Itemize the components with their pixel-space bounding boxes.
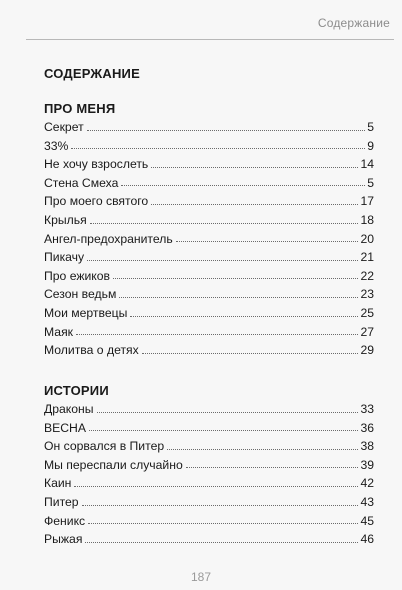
toc-entry-page: 33 bbox=[360, 402, 374, 416]
toc-entry-page: 36 bbox=[360, 420, 374, 435]
toc-entry[interactable] bbox=[44, 493, 374, 512]
toc-entry[interactable] bbox=[44, 137, 374, 156]
dot-leader bbox=[88, 522, 358, 524]
toc-entry-title: Стена Смеха bbox=[44, 175, 119, 190]
toc-entry[interactable] bbox=[44, 323, 374, 342]
toc-entry[interactable] bbox=[44, 248, 374, 267]
dot-leader bbox=[121, 184, 365, 186]
toc-entry-page: 5 bbox=[367, 120, 374, 134]
dot-leader bbox=[97, 411, 359, 413]
toc-entry-title: Драконы bbox=[44, 402, 94, 416]
toc-entry-page: 14 bbox=[360, 157, 374, 172]
dot-leader bbox=[151, 166, 358, 168]
dot-leader bbox=[87, 259, 358, 261]
dot-leader bbox=[71, 147, 365, 149]
dot-leader bbox=[76, 333, 358, 335]
dot-leader bbox=[151, 203, 358, 205]
toc-entry-page: 39 bbox=[360, 457, 374, 472]
dot-leader bbox=[82, 504, 359, 506]
section-1-entries bbox=[44, 118, 374, 360]
toc-entry[interactable] bbox=[44, 437, 374, 456]
toc-entry[interactable] bbox=[44, 155, 374, 174]
dot-leader bbox=[89, 429, 358, 431]
toc-entry[interactable] bbox=[44, 118, 374, 137]
toc-entry[interactable] bbox=[44, 530, 374, 549]
toc-entry-page: 17 bbox=[360, 194, 374, 209]
page-number: 187 bbox=[190, 570, 212, 584]
toc-entry-page: 45 bbox=[360, 513, 374, 528]
toc-entry-title: Рыжая bbox=[44, 532, 83, 547]
toc-entry-title: Феникс bbox=[44, 513, 86, 528]
section-2-entries bbox=[44, 400, 374, 549]
dot-leader bbox=[142, 352, 359, 354]
header-rule bbox=[26, 39, 394, 40]
toc-entry[interactable] bbox=[44, 419, 374, 438]
toc-entry-title: Молитва о детях bbox=[44, 343, 139, 358]
toc-entry-title: 33% bbox=[44, 138, 69, 153]
dot-leader bbox=[85, 541, 358, 543]
toc-entry[interactable] bbox=[44, 174, 374, 193]
toc-entry-page: 9 bbox=[367, 138, 374, 153]
toc-entry[interactable] bbox=[44, 512, 374, 531]
toc-entry[interactable] bbox=[44, 400, 374, 419]
dot-leader bbox=[113, 277, 358, 279]
toc-entry[interactable] bbox=[44, 474, 374, 493]
toc-entry-title: Маяк bbox=[44, 324, 73, 339]
toc-entry-title: Ангел-предохранитель bbox=[44, 231, 173, 246]
dot-leader bbox=[90, 222, 359, 224]
toc-entry-page: 43 bbox=[360, 494, 374, 509]
toc-entry-title: Каин bbox=[44, 476, 72, 491]
toc-entry-title: Сезон ведьм bbox=[44, 287, 117, 302]
toc-entry-title: Не хочу взрослеть bbox=[44, 157, 149, 172]
toc-entry-title: Про моего святого bbox=[44, 194, 149, 209]
toc-entry-title: ВЕСНА bbox=[44, 420, 86, 435]
toc-entry-page: 27 bbox=[360, 324, 374, 339]
toc-entry-page: 5 bbox=[367, 175, 374, 190]
toc-entry[interactable] bbox=[44, 304, 374, 323]
toc-entry-page: 20 bbox=[360, 231, 374, 246]
toc-entry-page: 38 bbox=[360, 439, 374, 454]
toc-entry-title: Крылья bbox=[44, 212, 87, 227]
toc-entry[interactable] bbox=[44, 341, 374, 360]
toc-entry-title: Питер bbox=[44, 494, 79, 509]
toc-entry-page: 42 bbox=[360, 476, 374, 491]
toc-entry[interactable] bbox=[44, 456, 374, 475]
section-title: ПРО МЕНЯ bbox=[44, 101, 116, 116]
dot-leader bbox=[119, 296, 358, 298]
toc-entry-title: Мои мертвецы bbox=[44, 305, 128, 320]
toc-entry-page: 22 bbox=[360, 268, 374, 283]
toc-entry[interactable] bbox=[44, 230, 374, 249]
dot-leader bbox=[130, 315, 358, 317]
toc-entry-page: 29 bbox=[360, 343, 374, 358]
toc-entry[interactable] bbox=[44, 267, 374, 286]
dot-leader bbox=[74, 485, 358, 487]
toc-entry-page: 23 bbox=[360, 287, 374, 302]
toc-entry-title: Про ежиков bbox=[44, 268, 111, 283]
dot-leader bbox=[186, 466, 359, 468]
toc-entry-title: Он сорвался в Питер bbox=[44, 439, 165, 454]
toc-entry[interactable] bbox=[44, 285, 374, 304]
dot-leader bbox=[176, 240, 359, 242]
toc-entry[interactable] bbox=[44, 211, 374, 230]
toc-entry-title: Секрет bbox=[44, 120, 84, 134]
section-title: ИСТОРИИ bbox=[44, 383, 109, 398]
toc-entry-page: 18 bbox=[360, 212, 374, 227]
toc-entry-title: Мы переспали случайно bbox=[44, 457, 183, 472]
dot-leader bbox=[87, 129, 366, 131]
toc-title: СОДЕРЖАНИЕ bbox=[44, 66, 140, 81]
toc-entry-page: 25 bbox=[360, 305, 374, 320]
toc-entry-page: 21 bbox=[360, 250, 374, 265]
toc-entry[interactable] bbox=[44, 192, 374, 211]
running-head: Содержание bbox=[317, 16, 390, 30]
toc-entry-title: Пикачу bbox=[44, 250, 85, 265]
toc-entry-page: 46 bbox=[360, 532, 374, 547]
dot-leader bbox=[167, 448, 358, 450]
